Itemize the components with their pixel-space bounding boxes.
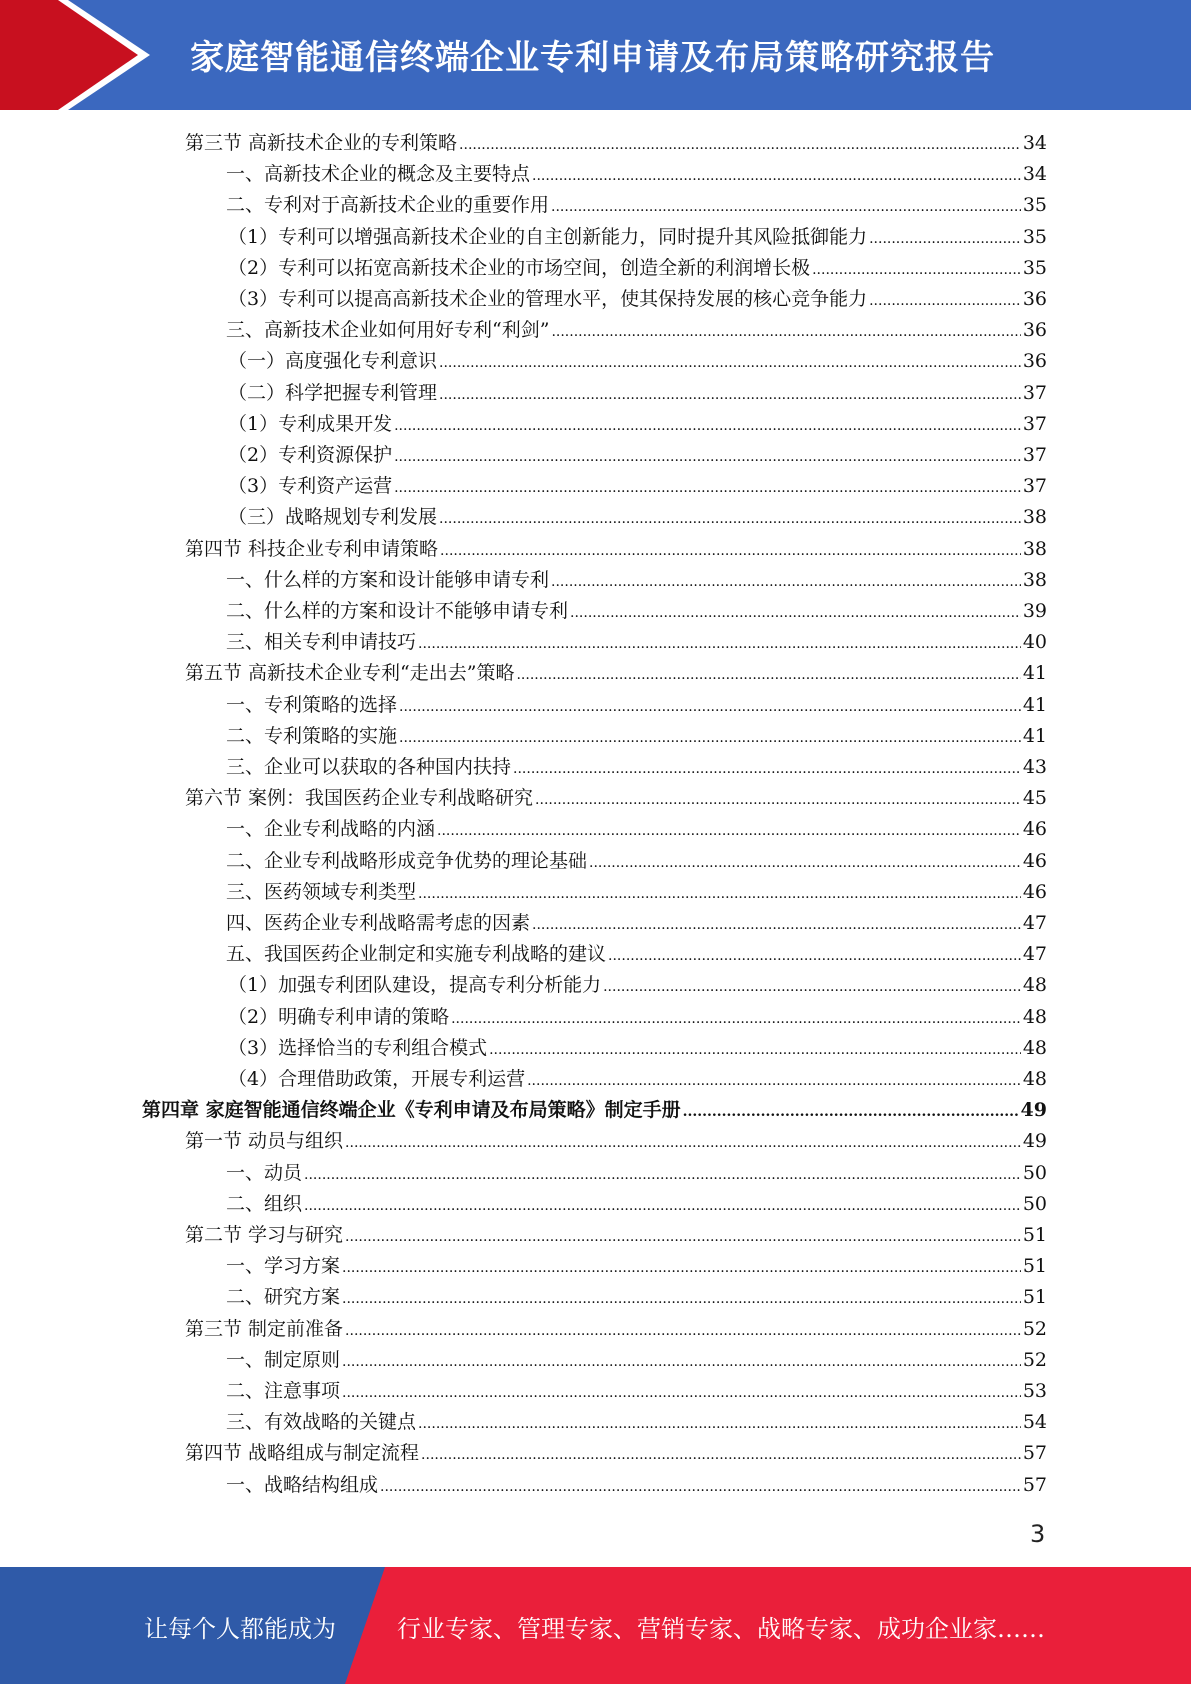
toc-entry-title: 三、企业可以获取的各种国内扶持 <box>226 756 512 778</box>
toc-entry-page: 57 <box>1022 1473 1047 1496</box>
toc-leader-dots <box>418 879 1021 910</box>
toc-entry[interactable] <box>185 1220 1047 1251</box>
toc-entry[interactable] <box>228 970 1047 1001</box>
toc-entry-title: 第四节 科技企业专利申请策略 <box>185 537 439 560</box>
toc-entry-title: 二、专利策略的实施 <box>226 724 398 747</box>
toc-entry-page: 51 <box>1022 1286 1047 1309</box>
toc-entry-title: 二、研究方案 <box>226 1286 341 1309</box>
toc-entry-title: （3）专利可以提高高新技术企业的管理水平，使其保持发展的核心竞争能力 <box>228 288 868 310</box>
toc-leader-dots <box>342 1284 1021 1315</box>
toc-leader-dots <box>489 1035 1021 1066</box>
toc-entry[interactable] <box>226 1189 1047 1220</box>
toc-leader-dots <box>603 972 1021 1003</box>
toc-leader-dots <box>812 255 1021 286</box>
toc-entry[interactable] <box>226 627 1047 658</box>
toc-entry-page: 36 <box>1022 288 1047 310</box>
toc-leader-dots <box>683 1097 1019 1128</box>
toc-leader-dots <box>869 224 1021 255</box>
toc-entry[interactable] <box>226 1470 1047 1501</box>
toc-entry-page: 34 <box>1022 163 1047 186</box>
toc-leader-dots <box>451 1004 1021 1035</box>
toc-entry-page: 52 <box>1022 1348 1047 1371</box>
toc-entry[interactable] <box>226 190 1047 221</box>
toc-leader-dots <box>440 536 1021 567</box>
toc-entry-page: 36 <box>1022 350 1047 373</box>
toc-leader-dots <box>394 411 1021 442</box>
toc-entry[interactable] <box>226 814 1047 845</box>
toc-entry-page: 51 <box>1022 1224 1047 1246</box>
toc-entry-title: （一）高度强化专利意识 <box>228 350 438 373</box>
toc-entry[interactable] <box>226 1407 1047 1438</box>
toc-entry-page: 46 <box>1022 880 1047 903</box>
toc-entry[interactable] <box>226 1251 1047 1282</box>
toc-entry[interactable] <box>142 1095 1047 1126</box>
toc-entry[interactable] <box>226 939 1047 970</box>
toc-leader-dots <box>399 692 1021 723</box>
toc-entry-page: 37 <box>1022 444 1047 466</box>
toc-entry-page: 53 <box>1022 1380 1047 1402</box>
toc-leader-dots <box>589 848 1021 879</box>
toc-entry-title: 一、战略结构组成 <box>226 1473 379 1496</box>
toc-leader-dots <box>551 192 1021 223</box>
toc-leader-dots <box>527 1066 1021 1097</box>
toc-entry-page: 38 <box>1022 537 1047 560</box>
toc-leader-dots <box>342 1253 1021 1284</box>
toc-entry-title: （2）明确专利申请的策略 <box>228 1005 450 1028</box>
toc-entry-page: 38 <box>1022 506 1047 529</box>
toc-entry-page: 47 <box>1022 912 1047 934</box>
toc-entry[interactable] <box>226 846 1047 877</box>
toc-entry-page: 35 <box>1022 225 1047 248</box>
toc-leader-dots <box>399 723 1021 754</box>
toc-leader-dots <box>551 567 1021 598</box>
toc-entry-title: 一、企业专利战略的内涵 <box>226 818 436 841</box>
toc-entry-title: （2）专利资源保护 <box>228 444 393 466</box>
footer-slogan-right: 行业专家、管理专家、营销专家、战略专家、成功企业家…… <box>397 1615 1045 1643</box>
toc-entry[interactable] <box>228 253 1047 284</box>
toc-leader-dots <box>439 504 1021 535</box>
toc-entry[interactable] <box>226 1376 1047 1407</box>
toc-entry-page: 39 <box>1022 600 1047 622</box>
toc-entry[interactable] <box>228 409 1047 440</box>
toc-entry-page: 41 <box>1022 693 1047 716</box>
toc-entry-page: 37 <box>1022 475 1047 498</box>
toc-entry[interactable] <box>228 346 1047 377</box>
toc-entry-page: 46 <box>1022 818 1047 841</box>
toc-entry-page: 49 <box>1022 1130 1047 1153</box>
toc-entry[interactable] <box>185 783 1047 814</box>
toc-leader-dots <box>418 629 1021 660</box>
toc-entry-title: （1）专利可以增强高新技术企业的自主创新能力，同时提升其风险抵御能力 <box>228 225 868 248</box>
toc-entry-title: （3）专利资产运营 <box>228 475 393 498</box>
toc-entry-page: 48 <box>1022 1036 1047 1059</box>
toc-entry-page: 35 <box>1022 256 1047 279</box>
page-header <box>0 0 1191 110</box>
toc-entry[interactable] <box>228 1002 1047 1033</box>
toc-entry[interactable] <box>226 596 1047 627</box>
toc-entry-title: 三、医药领域专利类型 <box>226 880 417 903</box>
toc-entry-title: 一、什么样的方案和设计能够申请专利 <box>226 568 550 591</box>
toc-entry[interactable] <box>185 1438 1047 1469</box>
toc-entry-title: （3）选择恰当的专利组合模式 <box>228 1036 488 1059</box>
toc-leader-dots <box>532 910 1021 941</box>
toc-entry[interactable] <box>226 159 1047 190</box>
toc-entry[interactable] <box>185 658 1047 689</box>
toc-entry[interactable] <box>228 440 1047 471</box>
toc-entry[interactable] <box>185 534 1047 565</box>
toc-leader-dots <box>418 1409 1021 1440</box>
toc-entry-title: 第六节 案例：我国医药企业专利战略研究 <box>185 787 534 810</box>
toc-entry-page: 38 <box>1022 568 1047 591</box>
toc-entry-title: 二、注意事项 <box>226 1380 341 1402</box>
toc-entry-title: 三、有效战略的关键点 <box>226 1411 417 1434</box>
toc-entry-title: 五、我国医药企业制定和实施专利战略的建议 <box>226 943 607 966</box>
page-footer <box>0 1567 1191 1684</box>
toc-entry-page: 35 <box>1022 194 1047 217</box>
toc-entry-title: 一、专利策略的选择 <box>226 693 398 716</box>
toc-entry[interactable] <box>228 502 1047 533</box>
toc-entry[interactable] <box>226 315 1047 346</box>
toc-leader-dots <box>439 380 1021 411</box>
toc-entry[interactable] <box>228 378 1047 409</box>
document-title: 家庭智能通信终端企业专利申请及布局策略研究报告 <box>190 38 995 78</box>
toc-entry-page: 48 <box>1022 974 1047 997</box>
toc-entry-page: 50 <box>1022 1161 1047 1184</box>
toc-leader-dots <box>394 473 1021 504</box>
toc-entry-title: 第四节 战略组成与制定流程 <box>185 1442 420 1465</box>
toc-entry-title: 三、高新技术企业如何用好专利“利剑” <box>226 319 550 342</box>
toc-leader-dots <box>513 754 1021 785</box>
toc-entry-title: 一、制定原则 <box>226 1348 341 1371</box>
toc-entry-title: 第二节 学习与研究 <box>185 1224 344 1246</box>
toc-leader-dots <box>304 1160 1021 1191</box>
toc-entry-page: 37 <box>1022 412 1047 435</box>
toc-entry-page: 36 <box>1022 319 1047 342</box>
toc-entry-page: 48 <box>1022 1005 1047 1028</box>
toc-entry[interactable] <box>226 908 1047 939</box>
toc-entry-title: 第五节 高新技术企业专利“走出去”策略 <box>185 662 515 685</box>
toc-entry[interactable] <box>228 222 1047 253</box>
toc-leader-dots <box>869 286 1021 317</box>
toc-entry-page: 45 <box>1022 787 1047 810</box>
toc-entry-title: 一、学习方案 <box>226 1255 341 1278</box>
toc-entry-page: 43 <box>1022 756 1047 778</box>
toc-entry-title: 二、企业专利战略形成竞争优势的理论基础 <box>226 849 588 872</box>
toc-entry-title: （二）科学把握专利管理 <box>228 381 438 404</box>
toc-leader-dots <box>439 348 1021 379</box>
toc-leader-dots <box>551 317 1020 348</box>
toc-entry-title: （4）合理借助政策，开展专利运营 <box>228 1068 526 1090</box>
toc-entry[interactable] <box>226 690 1047 721</box>
toc-entry-title: （三）战略规划专利发展 <box>228 506 438 529</box>
toc-entry-title: 二、什么样的方案和设计不能够申请专利 <box>226 600 569 622</box>
toc-leader-dots <box>345 1316 1021 1347</box>
toc-entry-page: 49 <box>1020 1099 1047 1122</box>
toc-leader-dots <box>570 598 1021 629</box>
toc-leader-dots <box>421 1440 1021 1471</box>
toc-entry-title: 第三节 高新技术企业的专利策略 <box>185 132 458 154</box>
toc-entry-title: 二、专利对于高新技术企业的重要作用 <box>226 194 550 217</box>
toc-entry-page: 51 <box>1022 1255 1047 1278</box>
toc-entry-page: 34 <box>1022 132 1047 154</box>
toc-entry-title: （1）加强专利团队建设，提高专利分析能力 <box>228 974 602 997</box>
toc-leader-dots <box>535 785 1021 816</box>
toc-entry[interactable] <box>226 877 1047 908</box>
toc-entry-page: 50 <box>1022 1192 1047 1215</box>
toc-entry-page: 48 <box>1022 1068 1047 1090</box>
toc-leader-dots <box>304 1191 1021 1222</box>
toc-entry-title: 一、动员 <box>226 1161 303 1184</box>
page-number: 3 <box>1030 1520 1046 1548</box>
toc-leader-dots <box>345 1222 1021 1253</box>
toc-leader-dots <box>380 1472 1021 1503</box>
toc-entry[interactable] <box>226 721 1047 752</box>
toc-entry[interactable] <box>228 471 1047 502</box>
toc-entry[interactable] <box>185 1126 1047 1157</box>
toc-leader-dots <box>532 161 1021 192</box>
toc-entry-page: 37 <box>1022 381 1047 404</box>
toc-entry[interactable] <box>226 565 1047 596</box>
toc-leader-dots <box>437 816 1021 847</box>
toc-entry-title: 一、高新技术企业的概念及主要特点 <box>226 163 531 186</box>
toc-leader-dots <box>342 1347 1021 1378</box>
toc-entry[interactable] <box>226 752 1047 783</box>
toc-entry-page: 40 <box>1022 631 1047 654</box>
toc-leader-dots <box>516 660 1020 691</box>
toc-entry-page: 57 <box>1022 1442 1047 1465</box>
toc-entry[interactable] <box>228 1033 1047 1064</box>
toc-entry-title: 第一节 动员与组织 <box>185 1130 344 1153</box>
toc-entry-page: 41 <box>1022 724 1047 747</box>
toc-entry-page: 54 <box>1022 1411 1047 1434</box>
toc-leader-dots <box>608 941 1021 972</box>
toc-entry-page: 41 <box>1022 662 1047 685</box>
toc-entry-title: 三、相关专利申请技巧 <box>226 631 417 654</box>
toc-entry-page: 52 <box>1022 1317 1047 1340</box>
toc-entry-title: （2）专利可以拓宽高新技术企业的市场空间，创造全新的利润增长极 <box>228 256 811 279</box>
toc-entry-title: 二、组织 <box>226 1192 303 1215</box>
toc-entry-page: 47 <box>1022 943 1047 966</box>
toc-entry-page: 46 <box>1022 849 1047 872</box>
toc-leader-dots <box>342 1378 1021 1409</box>
toc-entry-title: 第四章 家庭智能通信终端企业《专利申请及布局策略》制定手册 <box>142 1099 681 1122</box>
footer-slogan-left: 让每个人都能成为 <box>144 1615 336 1643</box>
toc-entry[interactable] <box>228 1064 1047 1095</box>
toc-entry[interactable] <box>185 128 1047 159</box>
toc-leader-dots <box>345 1128 1021 1159</box>
toc-entry[interactable] <box>228 284 1047 315</box>
toc-entry[interactable] <box>226 1158 1047 1189</box>
toc-entry[interactable] <box>226 1345 1047 1376</box>
toc-entry[interactable] <box>185 1314 1047 1345</box>
toc-leader-dots <box>459 130 1021 161</box>
toc-leader-dots <box>394 442 1021 473</box>
toc-entry-title: 第三节 制定前准备 <box>185 1317 344 1340</box>
toc-entry-title: （1）专利成果开发 <box>228 412 393 435</box>
toc-entry-title: 四、医药企业专利战略需考虑的因素 <box>226 912 531 934</box>
toc-entry[interactable] <box>226 1282 1047 1313</box>
